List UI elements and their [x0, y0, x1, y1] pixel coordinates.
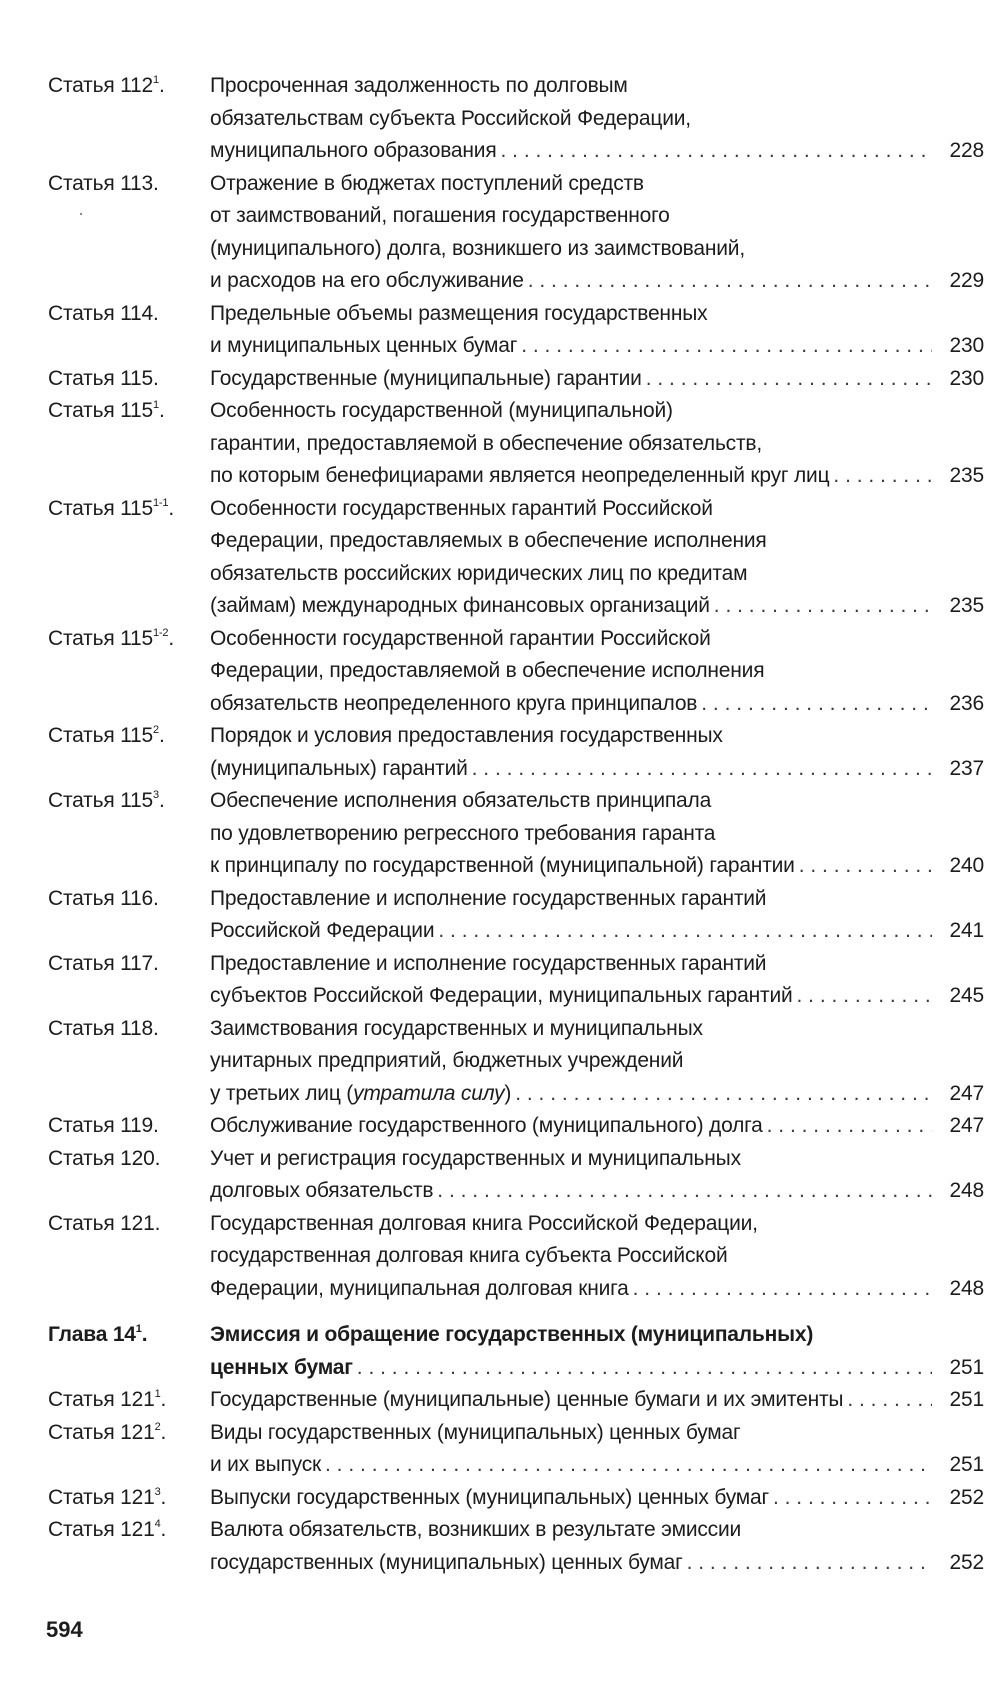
toc-entry-title-line: Учет и регистрация государственных и муниципальных	[210, 1146, 741, 1170]
toc-entry-title-line: Выпуски государственных (муниципальных) ценных бумаг	[210, 1485, 769, 1509]
toc-entry-title-line: унитарных предприятий, бюджетных учреждений	[210, 1049, 684, 1072]
toc-entry-suffix: .	[158, 74, 165, 97]
toc-entry[interactable]	[48, 363, 984, 396]
toc-entry-title	[210, 1013, 984, 1111]
toc-entry-suffix: .	[160, 1518, 167, 1541]
toc-entry-superscript: 1	[154, 1388, 161, 1400]
toc-chapter-entry[interactable]	[48, 1319, 984, 1384]
toc-entry-page: 236	[949, 691, 984, 715]
toc-entry-title	[210, 1208, 984, 1306]
toc-entry-number: Статья 115.	[48, 366, 159, 390]
toc-entry[interactable]	[48, 298, 984, 363]
toc-entry-number: Статья 117.	[48, 951, 159, 975]
dot-leader	[710, 590, 932, 623]
toc-entry-suffix: .	[168, 496, 174, 520]
toc-entry-page: 252	[949, 1550, 984, 1574]
toc-entry-label	[48, 493, 210, 526]
toc-entry-suffix: .	[141, 1323, 148, 1346]
toc-entry[interactable]	[48, 785, 984, 883]
toc-entry-suffix: .	[158, 789, 165, 812]
toc-entry-page: 248	[949, 1179, 984, 1202]
toc-entry-label	[48, 70, 210, 103]
toc-entry[interactable]	[48, 1208, 984, 1306]
toc-entry-title	[210, 948, 984, 1013]
toc-entry-superscript: 1-2	[153, 626, 169, 639]
toc-entry-title	[210, 1482, 984, 1515]
toc-entry-title-line: Особенности государственных гарантий Российской	[210, 496, 713, 520]
dot-leader	[524, 265, 932, 298]
toc-entry-title-line: Федерации, предоставляемой в обеспечение исполнения	[210, 659, 765, 682]
toc-entry[interactable]	[48, 1417, 984, 1482]
dot-leader	[697, 688, 932, 721]
dot-leader	[683, 1547, 932, 1580]
toc-entry-page: 251	[949, 1453, 984, 1476]
toc-entry-suffix: .	[168, 626, 174, 650]
toc-entry[interactable]	[48, 1013, 984, 1111]
toc-entry-number: Статья 114.	[48, 301, 159, 325]
toc-entry-superscript: 1	[153, 399, 159, 411]
toc-entry-title	[210, 1143, 984, 1208]
toc-entry-title	[210, 395, 984, 493]
toc-entry-title-line: Особенность государственной (муниципальной)	[210, 399, 673, 422]
toc-entry[interactable]	[48, 70, 984, 168]
toc-entry-title-line: обязательствам субъекта Российской Федерации,	[210, 106, 691, 130]
toc-entry-number: Статья 120.	[48, 1146, 161, 1170]
toc-entry[interactable]	[48, 1110, 984, 1143]
toc-entry-page: 252	[949, 1485, 984, 1509]
toc-entry-number: Статья 115	[48, 626, 154, 650]
toc-entry-title	[210, 1384, 984, 1417]
toc-entry-title-line: государственных (муниципальных) ценных бумаг	[210, 1550, 683, 1574]
toc-entry-suffix: .	[160, 1388, 167, 1411]
toc-entry-superscript: 2	[153, 724, 159, 736]
toc-entry-number: Статья 115	[48, 724, 154, 747]
toc-entry-superscript: 4	[154, 1518, 161, 1530]
toc-entry-title-line: Эмиссия и обращение государственных (муниципальных)	[210, 1323, 814, 1346]
toc-entry-number: Статья 121	[48, 1388, 155, 1411]
toc-entry-last-line	[210, 1352, 984, 1385]
toc-entry-title-line: (муниципальных) гарантий	[210, 756, 468, 780]
dot-leader	[793, 980, 932, 1013]
toc-entry-last-line	[210, 590, 984, 623]
toc-entry-last-line	[210, 330, 984, 363]
toc-entry-title-line: Федерации, муниципальная долговая книга	[210, 1276, 629, 1300]
toc-entry-last-line	[210, 980, 984, 1013]
dot-leader	[517, 330, 932, 363]
toc-entry-page: 240	[949, 854, 984, 877]
dot-leader	[843, 1384, 932, 1417]
toc-entry-title-line: Предельные объемы размещения государственных	[210, 301, 708, 325]
table-of-contents	[48, 70, 984, 1579]
toc-entry-page: 247	[949, 1081, 984, 1105]
page-number: 594	[46, 1617, 83, 1642]
toc-entry-title	[210, 1110, 984, 1143]
toc-entry-page: 247	[949, 1114, 984, 1137]
toc-entry-label	[48, 1143, 210, 1176]
toc-entry-title-line: (муниципального) долга, возникшего из заимствований,	[210, 236, 745, 260]
toc-entry-superscript: 3	[153, 789, 159, 801]
toc-entry-label	[48, 1013, 210, 1046]
toc-entry-label	[48, 298, 210, 331]
toc-entry[interactable]	[48, 493, 984, 623]
toc-entry-page: 230	[949, 334, 984, 357]
toc-entry-title-line: Государственная долговая книга Российской Федерации,	[210, 1211, 758, 1235]
toc-entry-number: Статья 113.	[48, 171, 159, 195]
toc-entry-label	[48, 1208, 210, 1241]
dot-leader	[629, 1273, 932, 1306]
toc-entry-page: 245	[949, 984, 984, 1007]
toc-entry-last-line	[210, 1384, 984, 1417]
toc-entry-title-line: государственная долговая книга субъекта Российской	[210, 1244, 728, 1267]
toc-entry-title-line: Российской Федерации	[210, 919, 435, 942]
toc-entry-title	[210, 70, 984, 168]
dot-leader	[468, 753, 932, 786]
toc-entry[interactable]	[48, 395, 984, 493]
dot-leader	[434, 915, 932, 948]
toc-entry-page: 241	[949, 919, 984, 942]
toc-entry-title	[210, 1319, 984, 1384]
toc-entry-title-line: от заимствований, погашения государственного	[210, 204, 670, 227]
toc-entry[interactable]	[48, 883, 984, 948]
toc-entry[interactable]	[48, 623, 984, 721]
toc-entry-number: Статья 115	[48, 496, 154, 520]
dot-leader	[321, 1449, 932, 1482]
scan-speck	[80, 213, 82, 215]
toc-entry-number: Глава 14	[48, 1323, 136, 1346]
toc-entry-number: Статья 112	[48, 74, 154, 97]
toc-entry-label	[48, 363, 210, 396]
toc-entry[interactable]	[48, 1482, 984, 1515]
toc-entry-page: 248	[949, 1276, 984, 1300]
toc-entry-title-line: ценных бумаг	[210, 1355, 353, 1379]
toc-entry-last-line	[210, 688, 984, 721]
toc-entry-label	[48, 720, 210, 753]
toc-entry-label	[48, 785, 210, 818]
toc-entry-label	[48, 395, 210, 428]
toc-entry-title-line: Валюта обязательств, возникших в результате эмиссии	[210, 1518, 742, 1541]
toc-entry-page: 230	[949, 366, 984, 390]
toc-entry-title	[210, 493, 984, 623]
dot-leader	[642, 363, 932, 396]
toc-entry-title-line: Просроченная задолженность по долговым	[210, 74, 628, 97]
toc-entry-title	[210, 785, 984, 883]
toc-entry-title-line: Заимствования государственных и муниципальных	[210, 1016, 703, 1040]
toc-entry-title	[210, 720, 984, 785]
toc-entry-last-line	[210, 1110, 984, 1143]
toc-entry[interactable]	[48, 948, 984, 1013]
toc-entry[interactable]	[48, 168, 984, 298]
toc-entry-number: Статья 121	[48, 1518, 155, 1541]
toc-entry-suffix: .	[160, 1485, 167, 1509]
toc-entry-page: 229	[949, 269, 984, 292]
toc-entry-page: 228	[949, 139, 984, 162]
toc-entry[interactable]	[48, 1384, 984, 1417]
dot-leader	[353, 1352, 932, 1385]
toc-entry-suffix: .	[158, 399, 165, 422]
toc-entry-last-line	[210, 1547, 984, 1580]
toc-entry-number: Статья 121	[48, 1420, 155, 1444]
dot-leader	[763, 1110, 932, 1143]
toc-entry-title-line: гарантии, предоставляемой в обеспечение обязательств,	[210, 431, 762, 455]
toc-entry-title-line: (займам) международных финансовых организаций	[210, 594, 710, 617]
toc-entry-last-line	[210, 915, 984, 948]
toc-entry-last-line	[210, 135, 984, 168]
toc-entry-title	[210, 883, 984, 948]
toc-entry-title-line: Особенности государственной гарантии Российской	[210, 626, 711, 650]
toc-entry-title-line: Обеспечение исполнения обязательств принципала	[210, 789, 712, 812]
toc-entry-last-line	[210, 363, 984, 396]
toc-entry-superscript: 3	[154, 1485, 161, 1498]
toc-entry-last-line	[210, 460, 984, 493]
toc-entry-last-line	[210, 753, 984, 786]
toc-entry-suffix: .	[158, 724, 165, 747]
toc-entry-title	[210, 168, 984, 298]
toc-entry-title	[210, 623, 984, 721]
toc-entry-title-line: муниципального образования	[210, 139, 497, 162]
toc-entry-superscript: 1	[153, 74, 159, 86]
toc-entry-superscript: 2	[154, 1420, 161, 1433]
toc-entry-label	[48, 1319, 210, 1352]
toc-entry-title-line: Предоставление и исполнение государственных гарантий	[210, 886, 767, 910]
toc-entry-last-line	[210, 850, 984, 883]
toc-entry-label	[48, 623, 210, 656]
toc-entry-number: Статья 115	[48, 789, 154, 812]
toc-entry-title	[210, 1417, 984, 1482]
toc-entry-number: Статья 119.	[48, 1114, 159, 1137]
toc-entry-last-line	[210, 265, 984, 298]
toc-entry-title-line: по которым бенефициарами является неопределенный круг лиц	[210, 464, 830, 487]
toc-entry-title-line: по удовлетворению регрессного требования гаранта	[210, 821, 716, 845]
toc-entry-label	[48, 1384, 210, 1417]
toc-entry-superscript: 1-1	[153, 496, 169, 509]
toc-entry-last-line	[210, 1175, 984, 1208]
toc-entry-number: Статья 121	[48, 1485, 155, 1509]
dot-leader	[511, 1078, 932, 1111]
dot-leader	[497, 135, 933, 168]
dot-leader	[795, 850, 932, 883]
toc-entry-title-line: обязательств неопределенного круга принципалов	[210, 691, 698, 715]
toc-entry-label	[48, 1514, 210, 1547]
toc-entry-title-line: обязательств российских юридических лиц по кредитам	[210, 561, 748, 585]
toc-entry[interactable]	[48, 1514, 984, 1579]
toc-entry-suffix: .	[160, 1420, 167, 1444]
toc-entry-title-line: Федерации, предоставляемых в обеспечение исполнения	[210, 529, 767, 552]
toc-entry-title	[210, 298, 984, 363]
toc-entry-label	[48, 168, 210, 201]
toc-entry-title-line: долговых обязательств	[210, 1179, 434, 1202]
toc-entry-last-line	[210, 1078, 984, 1111]
toc-entry-title-line: Порядок и условия предоставления государственных	[210, 724, 723, 747]
toc-entry-title-line: Обслуживание государственного (муниципального) долга	[210, 1114, 763, 1137]
toc-entry-number: Статья 115	[48, 399, 154, 422]
toc-entry[interactable]	[48, 1143, 984, 1208]
toc-entry-label	[48, 1482, 210, 1515]
toc-entry-page: 235	[949, 594, 984, 617]
toc-entry-title	[210, 363, 984, 396]
toc-entry-title-line: и муниципальных ценных бумаг	[210, 334, 518, 357]
toc-entry-title-line: к принципалу по государственной (муниципальной) гарантии	[210, 854, 795, 877]
toc-entry-title-line: и их выпуск	[210, 1453, 322, 1476]
toc-entry-title-line: Виды государственных (муниципальных) ценных бумаг	[210, 1420, 741, 1444]
dot-leader	[829, 460, 932, 493]
dot-leader	[433, 1175, 932, 1208]
toc-entry-label	[48, 948, 210, 981]
toc-entry-title-line: и расходов на его обслуживание	[210, 269, 524, 292]
toc-entry-page: 251	[949, 1388, 984, 1411]
toc-entry-title	[210, 1514, 984, 1579]
toc-entry-number: Статья 121.	[48, 1211, 161, 1235]
dot-leader	[769, 1482, 932, 1515]
toc-entry-last-line	[210, 1482, 984, 1515]
toc-entry-label	[48, 883, 210, 916]
toc-entry-title-line: Государственные (муниципальные) гарантии	[210, 366, 642, 390]
toc-entry-title-line: Предоставление и исполнение государственных гарантий	[210, 951, 767, 975]
toc-entry-title-line: субъектов Российской Федерации, муниципальных гарантий	[210, 984, 793, 1007]
toc-entry-page: 237	[949, 756, 984, 780]
toc-entry-page: 235	[949, 464, 984, 487]
toc-entry-last-line	[210, 1449, 984, 1482]
toc-entry-page: 251	[949, 1355, 984, 1379]
toc-entry-number: Статья 118.	[48, 1016, 159, 1040]
toc-entry-superscript: 1	[135, 1323, 142, 1335]
toc-entry-title-line: Государственные (муниципальные) ценные бумаги и их эмитенты	[210, 1388, 844, 1411]
toc-entry-label	[48, 1110, 210, 1143]
toc-entry-title-line: у третьих лиц (утратила силу)	[210, 1081, 512, 1105]
toc-entry-number: Статья 116.	[48, 886, 159, 910]
toc-entry-title-line: Отражение в бюджетах поступлений средств	[210, 171, 644, 195]
toc-entry-last-line	[210, 1273, 984, 1306]
toc-entry-label	[48, 1417, 210, 1450]
toc-entry[interactable]	[48, 720, 984, 785]
